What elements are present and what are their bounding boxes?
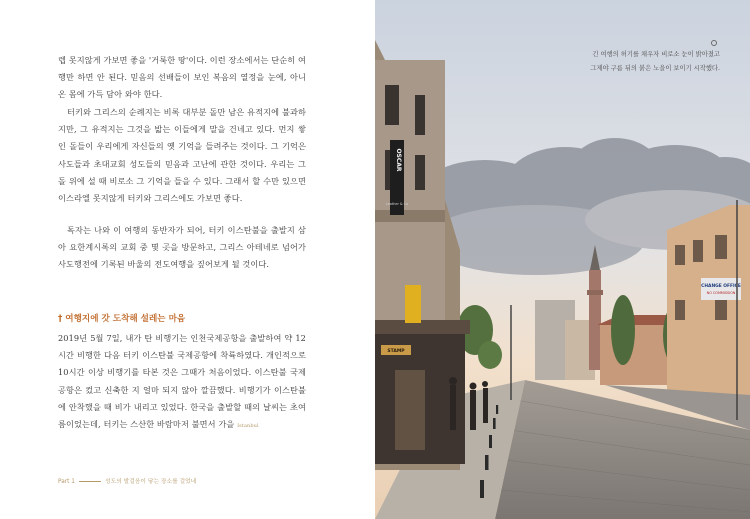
caption-marker: [711, 40, 717, 46]
caption-line-2: 그제야 구름 뒤의 붉은 노을이 보이기 시작했다.: [590, 65, 720, 72]
yellow-sign: [405, 285, 421, 323]
page-footer: [58, 476, 196, 485]
footer-rule: [79, 481, 101, 482]
footer-title: 성도의 발걸음이 닿는 장소를 걸었네: [104, 479, 197, 485]
paragraph-pilgrimage: 터키와 그리스의 순례지는 비록 대부분 돌만 남은 유적지에 불과하지만, 그 유적지는 그것을 밟는 이들에게 말을 건네고 있다. 먼지 쌓인 돌들이 우리에게 자신들의 옛 기억을 들려주는 것이다. 그 기억은 사도들과 초대교회 성도들의 믿음과 고난에 관한 것이다. 우리는 그 돌 위에 설 때 비로소 그 기억을 들을 수 있다. 그래서 할 수만 있으면 이스라엘 못지않게 터키와 그리스에도 가보면 좋다.: [58, 107, 306, 204]
istanbul-gloss: Istanbul: [237, 423, 259, 430]
caption-line-1: 긴 여행의 허기를 채우자 비로소 눈이 밝아졌고: [592, 51, 720, 58]
oscar-subtext: Leather & Co: [385, 202, 409, 206]
oscar-text: OSCAR: [395, 148, 402, 172]
minaret: [589, 270, 601, 370]
section-heading: † 여행지에 갓 도착해 설레는 마음: [58, 314, 186, 324]
paragraph-arrival: [58, 330, 306, 435]
footer-part: Part 1: [58, 479, 75, 485]
change-office-text: CHANGE OFFICE: [701, 284, 741, 289]
no-commission-text: NO COMMISSION: [706, 291, 736, 295]
change-office-sign: [701, 278, 741, 300]
istanbul-street-scene: [375, 0, 750, 519]
paragraph-arrival-text: 2019년 5월 7일, 내가 탄 비행기는 인천국제공항을 출발하여 약 12시간 비행한 다음 터키 이스탄불 국제공항에 착륙하였다. 개인적으로 10시간 이상 비행기를 타본 것은 그때가 처음이었다. 이스탄불 국제공항은 컸고 신축한 지 얼마 되지 않아 깔끔했다. 비행기가 이스탄불에 안착했을 때 비가 내리고 있었다. 한국을 출발할 때의 날씨는 초여름이었는데, 터키는 스산한 바람마저 불면서 가을: [58, 333, 306, 430]
paragraph-intro: 렙 못지않게 가보면 좋을 '거룩한 땅'이다. 이런 장소에서는 단순히 여행만 하면 안 된다. 믿음의 선배들이 보인 복음의 열정을 눈에, 아니 온 몸에 가득 담아 와야 한다.: [58, 55, 306, 100]
street-photo: [375, 0, 750, 519]
shop-awning: [375, 320, 470, 334]
stamp-text: STAMP: [387, 349, 405, 354]
paragraph-reader: 독자는 나와 이 여행의 동반자가 되어, 터키 이스탄불을 출발지 삼아 요한계시록의 교회 중 몇 곳을 방문하고, 그리스 아테네로 넘어가 사도행전에 기록된 바울의 전도여행을 짚어보게 될 것이다.: [58, 225, 306, 270]
photo-caption: [540, 48, 720, 76]
